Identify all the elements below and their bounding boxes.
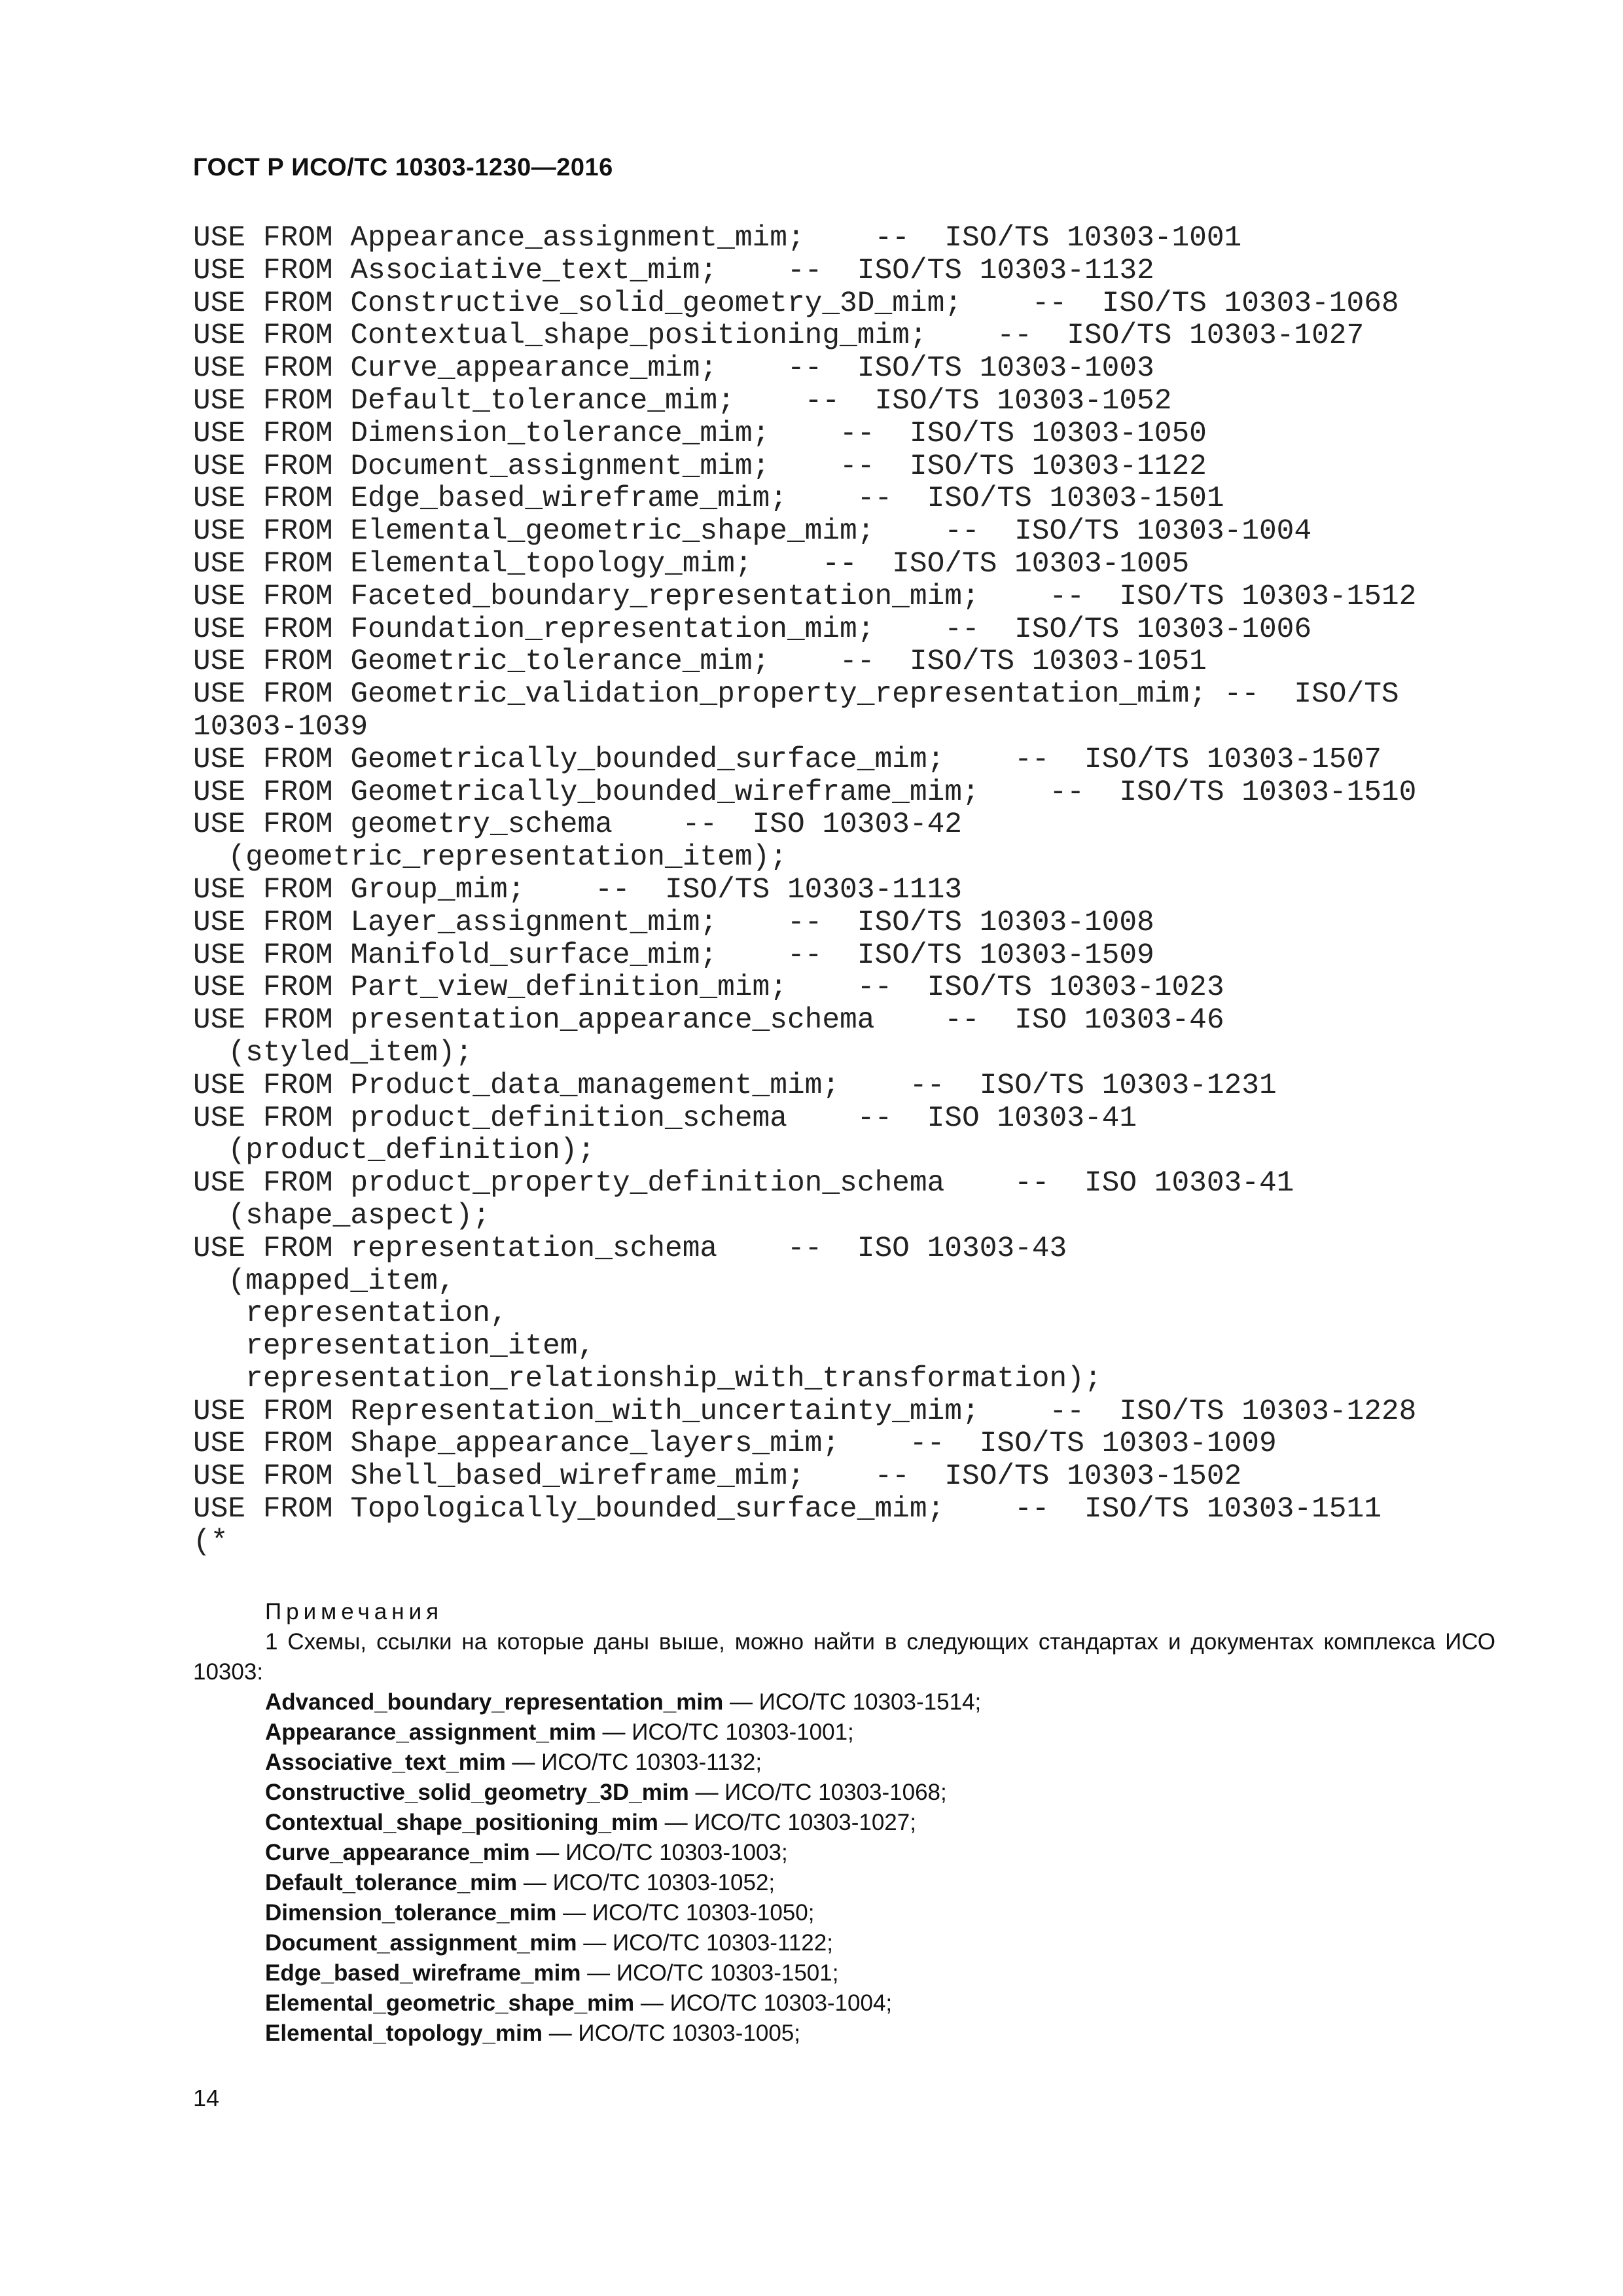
page-header-title: ГОСТ Р ИСО/ТС 10303-1230—2016 <box>193 154 613 181</box>
code-line: USE FROM Default_tolerance_mim; -- ISO/TS 10303-1052 <box>193 384 1172 418</box>
standard-reference: — ИСО/ТС 10303-1501; <box>580 1960 839 1986</box>
standard-reference: — ИСО/ТС 10303-1068; <box>688 1780 947 1805</box>
schema-name: Appearance_assignment_mim <box>265 1719 596 1745</box>
code-line: USE FROM Dimension_tolerance_mim; -- ISO/TS 10303-1050 <box>193 417 1207 450</box>
standard-reference: — ИСО/ТС 10303-1514; <box>723 1689 982 1715</box>
reference-item <box>265 1717 1495 1748</box>
code-line: USE FROM Elemental_topology_mim; -- ISO/TS 10303-1005 <box>193 547 1190 581</box>
code-line: USE FROM Group_mim; -- ISO/TS 10303-1113 <box>193 873 962 906</box>
schema-name: Constructive_solid_geometry_3D_mim <box>265 1780 689 1805</box>
standard-reference: — ИСО/ТС 10303-1005; <box>542 2020 800 2046</box>
reference-item <box>265 1928 1495 1958</box>
code-line: USE FROM representation_schema -- ISO 10303-43 <box>193 1232 1067 1265</box>
code-line: (styled_item); <box>193 1036 473 1069</box>
standard-reference: — ИСО/ТС 10303-1001; <box>596 1719 854 1745</box>
standard-reference: — ИСО/ТС 10303-1052; <box>517 1870 776 1895</box>
reference-item <box>265 1748 1495 1778</box>
standard-reference: — ИСО/ТС 10303-1027; <box>658 1810 916 1835</box>
code-line: USE FROM Topologically_bounded_surface_mim; -- ISO/TS 10303-1511 <box>193 1493 1382 1526</box>
reference-item <box>265 1988 1495 2018</box>
schema-name: Elemental_geometric_shape_mim <box>265 1990 635 2016</box>
schema-name: Default_tolerance_mim <box>265 1870 518 1895</box>
reference-item <box>265 1778 1495 1808</box>
code-line: USE FROM Representation_with_uncertainty_mim; -- ISO/TS 10303-1228 <box>193 1395 1417 1428</box>
code-line: USE FROM Edge_based_wireframe_mim; -- ISO/TS 10303-1501 <box>193 482 1224 516</box>
standard-reference: — ИСО/ТС 10303-1050; <box>556 1900 815 1926</box>
code-line: (product_definition); <box>193 1134 596 1168</box>
code-line: (mapped_item, <box>193 1265 455 1298</box>
code-line: (shape_aspect); <box>193 1199 490 1232</box>
schema-name: Edge_based_wireframe_mim <box>265 1960 581 1986</box>
reference-item <box>265 1808 1495 1838</box>
standard-reference: — ИСО/ТС 10303-1003; <box>529 1840 788 1865</box>
schema-name: Contextual_shape_positioning_mim <box>265 1810 658 1835</box>
standard-reference: — ИСО/ТС 10303-1122; <box>577 1930 833 1956</box>
code-line: USE FROM presentation_appearance_schema -- ISO 10303-46 <box>193 1004 1224 1037</box>
reference-item <box>265 1868 1495 1898</box>
code-line: USE FROM product_definition_schema -- ISO 10303-41 <box>193 1102 1137 1135</box>
code-line: USE FROM Geometrically_bounded_surface_mim; -- ISO/TS 10303-1507 <box>193 743 1382 776</box>
code-line: USE FROM Shell_based_wireframe_mim; -- ISO/TS 10303-1502 <box>193 1460 1242 1494</box>
code-line: USE FROM Associative_text_mim; -- ISO/TS 10303-1132 <box>193 254 1154 287</box>
notes-section <box>193 1597 1495 2049</box>
code-line: representation_item, <box>193 1330 596 1363</box>
standard-reference: — ИСО/ТС 10303-1132; <box>505 1749 762 1775</box>
standard-reference: — ИСО/ТС 10303-1004; <box>634 1990 893 2016</box>
code-line: USE FROM Appearance_assignment_mim; -- ISO/TS 10303-1001 <box>193 222 1242 255</box>
schema-name: Curve_appearance_mim <box>265 1840 530 1865</box>
schema-name: Elemental_topology_mim <box>265 2020 543 2046</box>
code-line: USE FROM Document_assignment_mim; -- ISO/TS 10303-1122 <box>193 450 1207 483</box>
code-line: 10303-1039 <box>193 710 368 744</box>
page-number: 14 <box>193 2085 220 2111</box>
express-code-block <box>193 223 1502 1559</box>
code-line: USE FROM Shape_appearance_layers_mim; -- ISO/TS 10303-1009 <box>193 1427 1277 1461</box>
code-line: USE FROM Geometric_tolerance_mim; -- ISO/TS 10303-1051 <box>193 645 1207 679</box>
schema-reference-list <box>193 1687 1495 2049</box>
notes-heading: Примечания <box>265 1599 444 1624</box>
reference-item <box>265 1958 1495 1988</box>
code-line: USE FROM Manifold_surface_mim; -- ISO/TS 10303-1509 <box>193 939 1154 972</box>
code-line: USE FROM Elemental_geometric_shape_mim; -- ISO/TS 10303-1004 <box>193 515 1312 548</box>
reference-item <box>265 2018 1495 2049</box>
code-line: USE FROM product_property_definition_schema -- ISO 10303-41 <box>193 1167 1294 1200</box>
code-line: USE FROM Faceted_boundary_representation_mim; -- ISO/TS 10303-1512 <box>193 580 1417 613</box>
code-line: representation_relationship_with_transformation); <box>193 1362 1102 1395</box>
schema-name: Dimension_tolerance_mim <box>265 1900 557 1926</box>
code-line: USE FROM Layer_assignment_mim; -- ISO/TS 10303-1008 <box>193 906 1154 939</box>
code-line: USE FROM geometry_schema -- ISO 10303-42 <box>193 808 962 842</box>
schema-name: Associative_text_mim <box>265 1749 506 1775</box>
schema-name: Document_assignment_mim <box>265 1930 577 1956</box>
code-line: representation, <box>193 1297 508 1331</box>
code-line: USE FROM Constructive_solid_geometry_3D_mim; -- ISO/TS 10303-1068 <box>193 287 1399 320</box>
reference-item <box>265 1838 1495 1868</box>
code-line: (geometric_representation_item); <box>193 841 787 874</box>
code-line: USE FROM Foundation_representation_mim; -- ISO/TS 10303-1006 <box>193 613 1312 646</box>
code-line: USE FROM Geometrically_bounded_wireframe_mim; -- ISO/TS 10303-1510 <box>193 776 1417 809</box>
code-line: USE FROM Contextual_shape_positioning_mim; -- ISO/TS 10303-1027 <box>193 319 1364 353</box>
code-line: USE FROM Part_view_definition_mim; -- ISO/TS 10303-1023 <box>193 971 1224 1005</box>
reference-item <box>265 1687 1495 1717</box>
code-line: USE FROM Geometric_validation_property_representation_mim; -- ISO/TS <box>193 678 1399 711</box>
code-line: USE FROM Product_data_management_mim; -- ISO/TS 10303-1231 <box>193 1069 1277 1102</box>
notes-paragraph: 1 Схемы, ссылки на которые даны выше, можно найти в следующих стандартах и документах комплекса ИСО 10303: <box>193 1629 1495 1685</box>
code-line: (* <box>193 1525 228 1558</box>
reference-item <box>265 1898 1495 1928</box>
code-line: USE FROM Curve_appearance_mim; -- ISO/TS 10303-1003 <box>193 352 1154 386</box>
schema-name: Advanced_boundary_representation_mim <box>265 1689 724 1715</box>
